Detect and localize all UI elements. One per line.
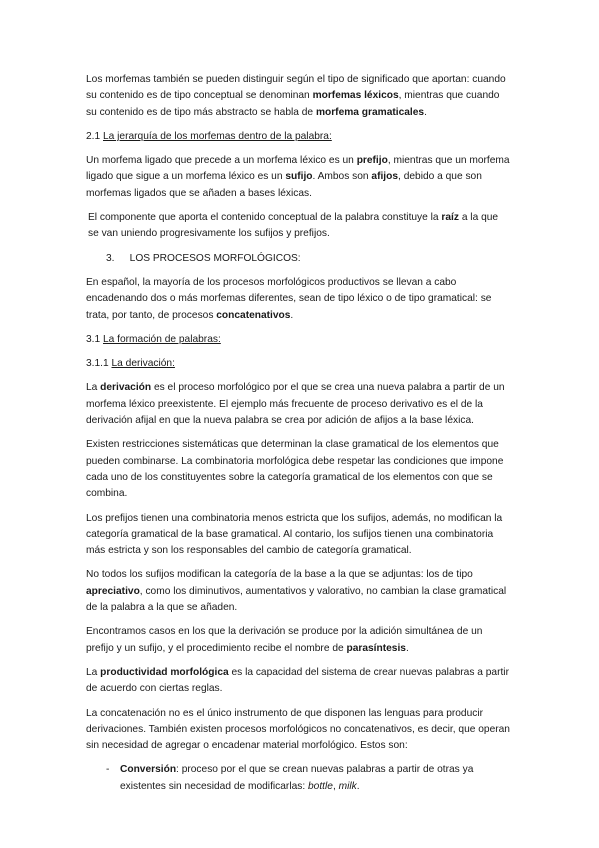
heading-3-1 [86, 332, 511, 348]
bold-term: derivación [100, 382, 152, 394]
bold-term: sufijo [285, 171, 313, 183]
italic-example: milk [338, 780, 357, 792]
text: En español, la mayoría de los procesos morfológicos productivos se llevan a cabo encadenando dos o más morfemas diferentes, sean de tipo léxico o de tipo gramatical: se trata, por tanto, de procesos [86, 276, 492, 321]
section-title: La jerarquía de los morfemas dentro de la palabra: [103, 130, 332, 142]
section-number: 2.1 [86, 130, 103, 142]
text: . [424, 106, 427, 118]
dash-bullet: - [106, 764, 110, 776]
text: : proceso por el que se crean nuevas palabras a partir de otras ya existentes sin necesidad de modificarlas: [120, 764, 474, 792]
paragraph-morfemas-tipos [86, 72, 511, 121]
bold-term: apreciativo [86, 585, 140, 597]
text: . [405, 642, 409, 654]
text: . [356, 780, 360, 792]
section-title: La derivación: [111, 358, 175, 370]
heading-3 [106, 251, 511, 267]
text: Encontramos casos en los que la derivación se produce por la adición simultánea de un prefijo y un sufijo, y el procedimiento recibe el nombre de [86, 626, 483, 654]
text: , mientras que cuando su contenido es de tipo más abstracto se habla de [86, 90, 500, 118]
text: Los morfemas también se pueden distinguir según el tipo de significado que aportan: cuando su contenido es de tipo conceptual se denominan [86, 74, 506, 102]
paragraph-concatenativos [86, 275, 511, 324]
paragraph-apreciativo [86, 567, 511, 616]
bold-term: morfemas léxicos [312, 90, 399, 102]
bold-term: prefijo [356, 155, 388, 167]
italic-example: bottle [308, 780, 333, 792]
bold-term: parasíntesis [346, 642, 406, 654]
bold-term: morfema gramaticales [315, 106, 425, 118]
text: . [290, 309, 294, 321]
bold-term: Conversión [120, 764, 177, 776]
text: , como los diminutivos, aumentativos y valorativo, no cambian la clase gramatical de la palabra a la que se añaden. [86, 585, 507, 614]
text: No todos los sufijos modifican la categoría de la base a la que se adjuntas: los de tipo [86, 569, 473, 581]
paragraph-no-concatenativos: La concatenación no es el único instrumento de que disponen las lenguas para producir derivaciones. También existen procesos morfológicos no concatenativos, es decir, que operan sin necesidad de agregar o encadenar material morfológico. Estos son: [86, 707, 510, 752]
heading-3-1-1 [86, 356, 511, 372]
text: a la que se van uniendo progresivamente los sufijos y prefijos. [88, 212, 499, 240]
list-item [86, 762, 511, 795]
text: , [332, 780, 339, 792]
paragraph-parasintesis [86, 624, 511, 657]
process-list [86, 762, 511, 795]
paragraph-productividad [86, 665, 511, 698]
text: El componente que aporta el contenido conceptual de la palabra constituye la [88, 212, 442, 224]
bold-term: afijos [371, 171, 399, 183]
heading-2-1 [86, 129, 511, 145]
text: es el proceso morfológico por el que se crea una nueva palabra a partir de un morfema léxico preexistente. El ejemplo más frecuente de proceso derivativo es el de la derivación afijal en que la nueva palabra se crea por adición de afijos a la base léxica. [86, 382, 505, 427]
section-title: La formación de palabras: [103, 333, 221, 345]
paragraph-restricciones: Existen restricciones sistemáticas que determinan la clase gramatical de los elementos que pueden combinarse. La combinatoria morfológica debe respetar las condiciones que impone cada uno de los constituyentes sobre la categoría gramatical de los elementos con que se combina. [86, 439, 504, 500]
section-title: LOS PROCESOS MORFOLÓGICOS: [129, 252, 301, 264]
bold-term: concatenativos [216, 309, 291, 321]
text: La [86, 666, 101, 678]
paragraph-raiz [86, 210, 511, 243]
text: Un morfema ligado que precede a un morfema léxico es un [86, 155, 357, 167]
text: , mientras que un morfema ligado que sigue a un morfema léxico es un [86, 155, 510, 183]
paragraph-prefijos-sufijos: Los prefijos tienen una combinatoria menos estricta que los sufijos, además, no modifican la categoría gramatical de la base gramatical. Al contario, los sufijos tienen una combinatoria más estricta y son los responsables del cambio de categoría gramatical. [86, 512, 503, 557]
section-number: 3. [106, 252, 115, 264]
text: . Ambos son [312, 171, 372, 183]
text: , debido a que son morfemas ligados que se añaden a bases léxicas. [86, 171, 482, 199]
section-number: 3.1 [86, 333, 103, 345]
bold-term: raíz [441, 212, 459, 224]
section-number: 3.1.1 [86, 358, 112, 370]
bold-term: productividad morfológica [100, 666, 229, 678]
paragraph-afijos [86, 153, 511, 202]
text: La [86, 382, 101, 394]
text: es la capacidad del sistema de crear nuevas palabras a partir de acuerdo con ciertas reglas. [86, 666, 509, 695]
paragraph-derivacion [86, 380, 511, 429]
